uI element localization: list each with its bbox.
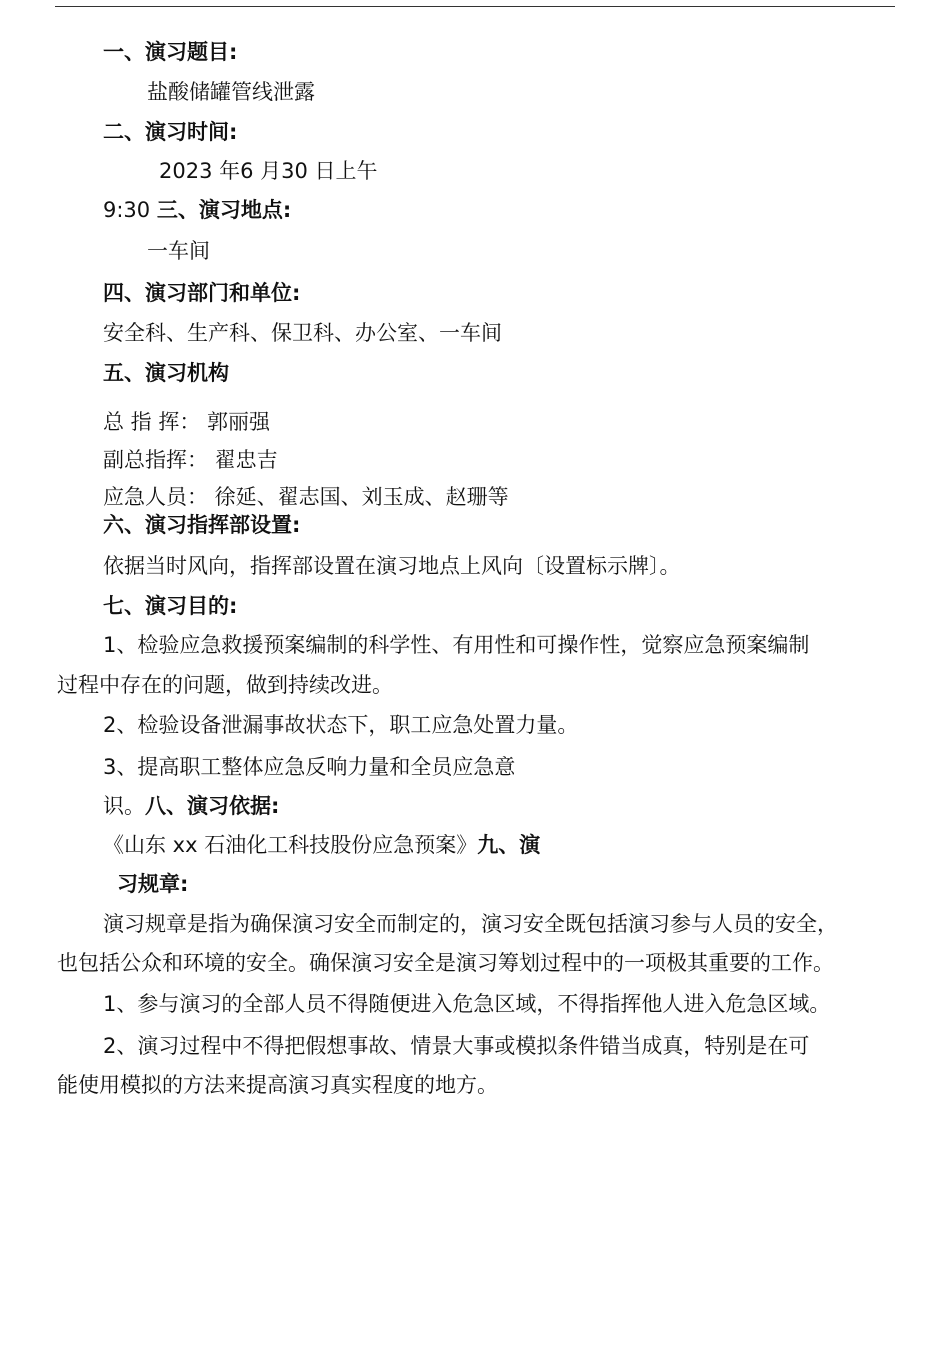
rules-paragraph-line-1: 演习规章是指为确保演习安全而制定的，演习安全既包括演习参与人员的安全，	[103, 912, 838, 936]
purpose-item-3-end: 识。	[103, 794, 145, 818]
rule-item-1: 1、参与演习的全部人员不得随便进入危急区域，不得指挥他人进入危急区域。	[103, 992, 831, 1016]
drill-departments: 安全科、生产科、保卫科、办公室、一车间	[103, 321, 502, 345]
command-post-setup: 依据当时风向，指挥部设置在演习地点上风向〔设置标示牌〕。	[103, 554, 681, 578]
section-3-heading: 三、演习地点:	[156, 198, 292, 222]
section-6-heading: 六、演习指挥部设置:	[103, 513, 301, 537]
drill-location: 一车间	[147, 239, 210, 263]
purpose-item-3: 3、提高职工整体应急反响力量和全员应急意	[103, 755, 516, 779]
section-2-heading: 二、演习时间:	[103, 120, 238, 144]
section-5-heading: 五、演习机构	[103, 361, 229, 385]
purpose-item-1-line-2: 过程中存在的问题，做到持续改进。	[57, 673, 393, 697]
section-1-heading: 一、演习题目:	[103, 40, 238, 64]
header-rule	[55, 6, 895, 7]
section-9-heading-a: 九、演	[477, 833, 541, 857]
drill-basis: 《山东 xx 石油化工科技股份应急预案》	[103, 833, 478, 857]
rule-item-2-line-2: 能使用模拟的方法来提高演习真实程度的地方。	[57, 1073, 498, 1097]
section-9-heading-b: 习规章:	[117, 872, 189, 896]
rules-paragraph-line-2: 也包括公众和环境的安全。确保演习安全是演习筹划过程中的一项极其重要的工作。	[57, 951, 834, 975]
section-7-heading: 七、演习目的:	[103, 594, 238, 618]
deputy-commander: 副总指挥： 翟忠吉	[103, 448, 278, 472]
drill-topic: 盐酸储罐管线泄露	[147, 80, 315, 104]
rule-item-2-line-1: 2、演习过程中不得把假想事故、情景大事或模拟条件错当成真，特别是在可	[103, 1034, 810, 1058]
section-4-heading: 四、演习部门和单位:	[103, 281, 301, 305]
emergency-staff: 应急人员： 徐延、翟志国、刘玉成、赵珊等	[103, 485, 509, 509]
purpose-item-2: 2、检验设备泄漏事故状态下，职工应急处置力量。	[103, 713, 579, 737]
section-8-heading: 八、演习依据:	[145, 794, 280, 818]
purpose-item-3-end-line	[103, 793, 279, 819]
basis-line	[103, 832, 540, 858]
purpose-item-1-line-1: 1、检验应急救援预案编制的科学性、有用性和可操作性，觉察应急预案编制	[103, 633, 810, 657]
drill-date: 2023 年6 月30 日上午	[159, 159, 378, 183]
drill-time: 9:30	[103, 198, 151, 222]
commander: 总 指 挥： 郭丽强	[103, 410, 271, 434]
drill-time-line	[103, 197, 291, 223]
